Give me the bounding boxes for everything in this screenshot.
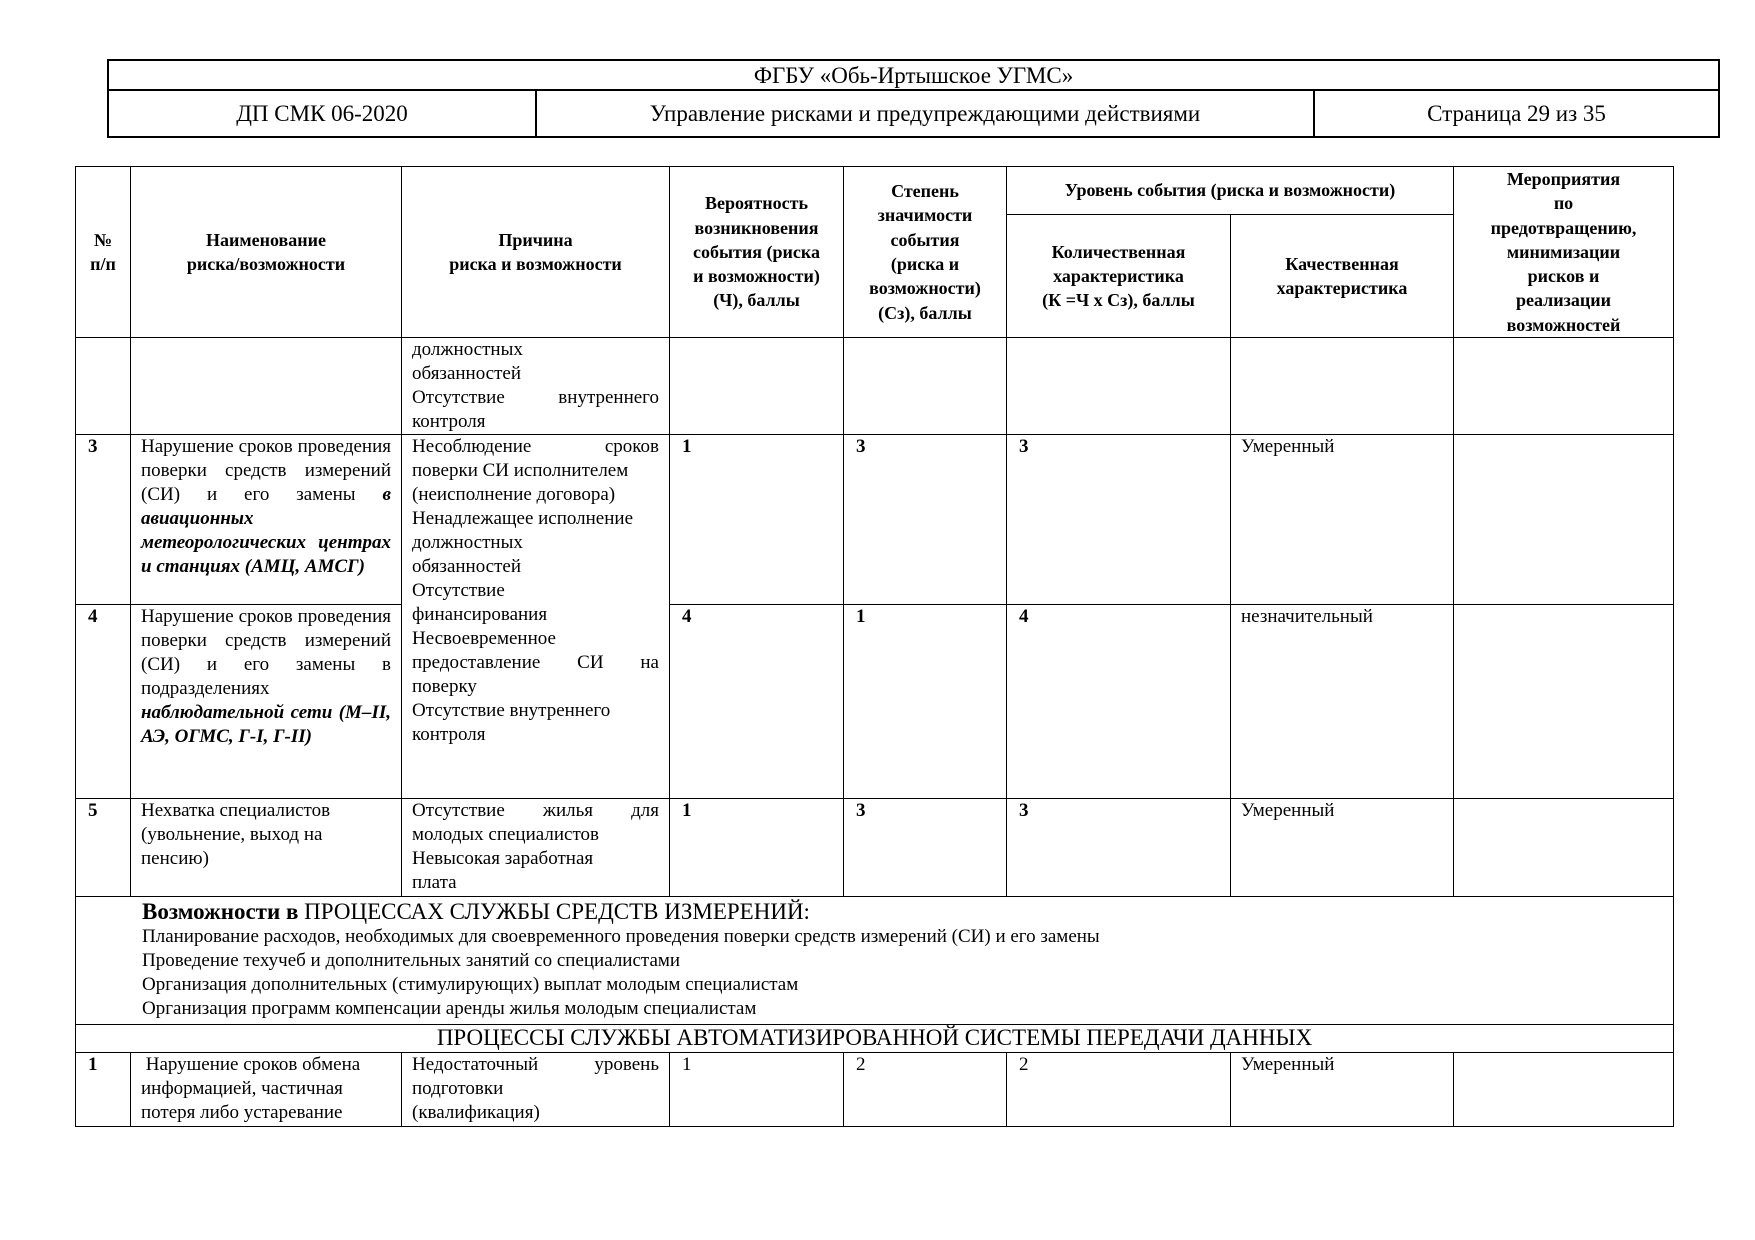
probability-value: 1 [670, 799, 844, 897]
col-header-probability: Вероятность возникновения события (риска и возможности) (Ч), баллы [670, 167, 844, 338]
cause-cell: Недостаточный уровень подготовки (квалификация) [402, 1053, 670, 1127]
quantitative-value: 2 [1007, 1053, 1231, 1127]
opportunity-item: Организация программ компенсации аренды жилья молодым специалистам [142, 998, 757, 1020]
col-header-measures: Мероприятия по предотвращению, минимизации рисков и реализации возможностей [1454, 167, 1674, 338]
measures-cell [1454, 605, 1674, 799]
probability-value: 1 [670, 1053, 844, 1127]
measures-cell [1454, 1053, 1674, 1127]
row-number: 5 [76, 799, 131, 897]
opportunities-block [76, 897, 1674, 1025]
page-number: Страница 29 из 35 [1314, 90, 1719, 137]
opportunity-item: Проведение техучеб и дополнительных занятий со специалистами [142, 950, 681, 972]
row-number: 4 [76, 605, 131, 799]
col-header-name: Наименование риска/возможности [131, 167, 402, 338]
risk-name-cell: Нарушение сроков проведения поверки средств измерений (СИ) и его замены в авиационных метеорологических центрах и станциях (АМЦ, АМСГ) [131, 435, 402, 605]
col-header-significance: Степень значимости события (риска и возможности) (Сз), баллы [844, 167, 1007, 338]
table-row [76, 1053, 1674, 1127]
risk-name-cell: Нарушение сроков проведения поверки средств измерений (СИ) и его замены в подразделениях наблюдательной сети (М–II, АЭ, ОГМС, Г-I, Г-II) [131, 605, 402, 799]
cause-cell: должностных обязанностей Отсутствие внутреннего контроля [402, 338, 670, 435]
col-header-cause: Причина риска и возможности [402, 167, 670, 338]
quantitative-value: 3 [1007, 435, 1231, 605]
measures-cell [1454, 435, 1674, 605]
qualitative-value: Умеренный [1231, 435, 1454, 605]
opportunity-item: Планирование расходов, необходимых для своевременного проведения поверки средств измерений (СИ) и его замены [142, 926, 1100, 948]
qualitative-value: Умеренный [1231, 1053, 1454, 1127]
significance-value: 1 [844, 605, 1007, 799]
opportunities-row [76, 897, 1674, 1025]
row-number: 3 [76, 435, 131, 605]
cause-cell: Отсутствие жилья для молодых специалистов Невысокая заработная плата [402, 799, 670, 897]
significance-value: 2 [844, 1053, 1007, 1127]
opportunities-title: Возможности в ПРОЦЕССАХ СЛУЖБЫ СРЕДСТВ ИЗМЕРЕНИЙ: [142, 899, 810, 925]
cause-cell: Несоблюдение сроков поверки СИ исполнителем (неисполнение договора) Ненадлежащее исполнение должностных обязанностей Отсутствие финансирования Несвоевременное предоставление СИ на поверку Отсутствие внутреннего контроля [402, 435, 670, 799]
measures-cell [1454, 799, 1674, 897]
col-header-number: № п/п [76, 167, 131, 338]
significance-value: 3 [844, 799, 1007, 897]
significance-value: 3 [844, 435, 1007, 605]
table-row [76, 605, 1674, 799]
quantitative-value: 3 [1007, 799, 1231, 897]
risk-table [75, 166, 1674, 1127]
document-code: ДП СМК 06-2020 [108, 90, 536, 137]
qualitative-value: незначительный [1231, 605, 1454, 799]
table-row [76, 799, 1674, 897]
probability-value: 4 [670, 605, 844, 799]
table-row [76, 435, 1674, 605]
organization-name: ФГБУ «Обь-Иртышское УГМС» [108, 60, 1719, 90]
probability-value: 1 [670, 435, 844, 605]
document-header [107, 59, 1720, 138]
opportunity-item: Организация дополнительных (стимулирующих) выплат молодым специалистам [142, 974, 799, 996]
col-header-qualitative: Качественная характеристика [1231, 215, 1454, 338]
qualitative-value: Умеренный [1231, 799, 1454, 897]
risk-name-cell: Нехватка специалистов (увольнение, выход на пенсию) [131, 799, 402, 897]
col-header-quantitative: Количественная характеристика (К =Ч х Сз), баллы [1007, 215, 1231, 338]
document-title: Управление рисками и предупреждающими действиями [536, 90, 1314, 137]
table-row [76, 338, 1674, 435]
section-title: ПРОЦЕССЫ СЛУЖБЫ АВТОМАТИЗИРОВАННОЙ СИСТЕМЫ ПЕРЕДАЧИ ДАННЫХ [76, 1025, 1674, 1053]
risk-name-cell: Нарушение сроков обмена информацией, частичная потеря либо устаревание [131, 1053, 402, 1127]
quantitative-value: 4 [1007, 605, 1231, 799]
col-header-event-level: Уровень события (риска и возможности) [1007, 167, 1454, 215]
row-number: 1 [76, 1053, 131, 1127]
section-title-row [76, 1025, 1674, 1053]
